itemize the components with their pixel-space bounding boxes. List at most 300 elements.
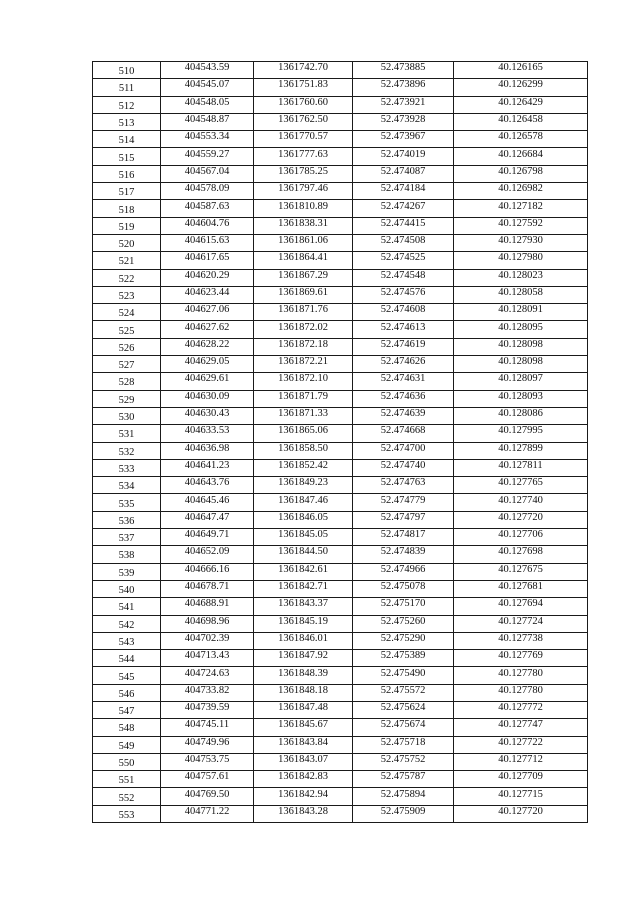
longitude-cell-text: 40.127706 xyxy=(498,529,543,541)
x-coordinate-cell xyxy=(161,459,254,476)
latitude-cell xyxy=(353,753,454,770)
longitude-cell xyxy=(454,442,588,459)
point-number-cell-text: 527 xyxy=(118,360,135,372)
longitude-cell-text: 40.127724 xyxy=(498,615,543,627)
longitude-cell xyxy=(454,701,588,718)
x-coordinate-cell xyxy=(161,252,254,269)
latitude-cell xyxy=(353,269,454,286)
latitude-cell-text: 52.475389 xyxy=(380,650,426,662)
y-coordinate-cell-text: 1361842.94 xyxy=(278,788,328,800)
longitude-cell xyxy=(454,252,588,269)
y-coordinate-cell xyxy=(254,684,353,701)
x-coordinate-cell-text: 404749.96 xyxy=(184,736,230,748)
longitude-cell-text: 40.128095 xyxy=(498,321,543,333)
y-coordinate-cell xyxy=(254,338,353,355)
y-coordinate-cell xyxy=(254,183,353,200)
x-coordinate-cell-text: 404733.82 xyxy=(184,684,230,696)
y-coordinate-cell-text: 1361785.25 xyxy=(278,165,328,177)
x-coordinate-cell xyxy=(161,753,254,770)
x-coordinate-cell-text: 404578.09 xyxy=(184,183,230,195)
longitude-cell xyxy=(454,580,588,597)
longitude-cell-text: 40.127681 xyxy=(498,581,543,593)
x-coordinate-cell-text: 404630.43 xyxy=(184,408,230,420)
point-number-cell-text: 519 xyxy=(118,221,135,233)
table-row xyxy=(93,736,588,753)
latitude-cell xyxy=(353,62,454,79)
point-number-cell-text: 525 xyxy=(118,325,135,337)
table-row xyxy=(93,269,588,286)
table-row xyxy=(93,321,588,338)
point-number-cell-text: 553 xyxy=(118,809,135,821)
point-number-cell xyxy=(93,200,161,217)
latitude-cell-text: 52.474797 xyxy=(380,511,426,523)
x-coordinate-cell xyxy=(161,390,254,407)
latitude-cell-text: 52.474668 xyxy=(380,425,426,437)
table-row xyxy=(93,373,588,390)
y-coordinate-cell-text: 1361846.01 xyxy=(278,632,328,644)
table-row xyxy=(93,183,588,200)
longitude-cell xyxy=(454,563,588,580)
longitude-cell-text: 40.128097 xyxy=(498,373,543,385)
longitude-cell-text: 40.127769 xyxy=(498,650,543,662)
table-row xyxy=(93,805,588,822)
table-row xyxy=(93,719,588,736)
point-number-cell xyxy=(93,771,161,788)
x-coordinate-cell xyxy=(161,113,254,130)
y-coordinate-cell xyxy=(254,373,353,390)
longitude-cell xyxy=(454,321,588,338)
longitude-cell-text: 40.127720 xyxy=(498,511,543,523)
point-number-cell-text: 547 xyxy=(118,706,135,718)
longitude-cell-text: 40.126684 xyxy=(498,148,543,160)
point-number-cell-text: 511 xyxy=(118,83,135,95)
longitude-cell xyxy=(454,719,588,736)
table-row xyxy=(93,165,588,182)
x-coordinate-cell-text: 404769.50 xyxy=(184,788,230,800)
x-coordinate-cell xyxy=(161,563,254,580)
x-coordinate-cell xyxy=(161,321,254,338)
latitude-cell-text: 52.475894 xyxy=(380,788,426,800)
longitude-cell-text: 40.128091 xyxy=(498,304,543,316)
x-coordinate-cell-text: 404702.39 xyxy=(184,632,230,644)
y-coordinate-cell-text: 1361797.46 xyxy=(278,183,328,195)
y-coordinate-cell-text: 1361810.89 xyxy=(278,200,328,212)
y-coordinate-cell xyxy=(254,390,353,407)
latitude-cell xyxy=(353,805,454,822)
latitude-cell xyxy=(353,200,454,217)
x-coordinate-cell xyxy=(161,736,254,753)
x-coordinate-cell xyxy=(161,684,254,701)
point-number-cell xyxy=(93,805,161,822)
longitude-cell xyxy=(454,805,588,822)
y-coordinate-cell-text: 1361848.39 xyxy=(278,667,328,679)
point-number-cell-text: 520 xyxy=(118,239,135,251)
y-coordinate-cell-text: 1361843.07 xyxy=(278,754,328,766)
point-number-cell-text: 526 xyxy=(118,342,135,354)
latitude-cell-text: 52.474184 xyxy=(380,183,426,195)
longitude-cell xyxy=(454,96,588,113)
point-number-cell xyxy=(93,667,161,684)
y-coordinate-cell-text: 1361852.42 xyxy=(278,459,328,471)
x-coordinate-cell-text: 404649.71 xyxy=(184,529,230,541)
x-coordinate-cell xyxy=(161,701,254,718)
point-number-cell-text: 548 xyxy=(118,723,135,735)
x-coordinate-cell xyxy=(161,148,254,165)
y-coordinate-cell xyxy=(254,234,353,251)
x-coordinate-cell-text: 404745.11 xyxy=(184,719,230,731)
x-coordinate-cell-text: 404567.04 xyxy=(184,165,230,177)
y-coordinate-cell-text: 1361842.61 xyxy=(278,563,328,575)
point-number-cell-text: 521 xyxy=(118,256,135,268)
longitude-cell xyxy=(454,62,588,79)
x-coordinate-cell xyxy=(161,96,254,113)
y-coordinate-cell-text: 1361847.46 xyxy=(278,494,328,506)
y-coordinate-cell xyxy=(254,96,353,113)
x-coordinate-cell-text: 404559.27 xyxy=(184,148,230,160)
y-coordinate-cell xyxy=(254,304,353,321)
y-coordinate-cell xyxy=(254,425,353,442)
latitude-cell xyxy=(353,684,454,701)
x-coordinate-cell-text: 404617.65 xyxy=(184,252,230,264)
latitude-cell xyxy=(353,650,454,667)
latitude-cell xyxy=(353,373,454,390)
longitude-cell-text: 40.127592 xyxy=(498,217,543,229)
latitude-cell xyxy=(353,113,454,130)
x-coordinate-cell-text: 404771.22 xyxy=(184,805,230,817)
point-number-cell-text: 518 xyxy=(118,204,135,216)
x-coordinate-cell xyxy=(161,442,254,459)
latitude-cell xyxy=(353,788,454,805)
x-coordinate-cell-text: 404553.34 xyxy=(184,131,230,143)
point-number-cell-text: 528 xyxy=(118,377,135,389)
point-number-cell xyxy=(93,615,161,632)
y-coordinate-cell-text: 1361871.76 xyxy=(278,304,328,316)
latitude-cell-text: 52.474267 xyxy=(380,200,426,212)
longitude-cell xyxy=(454,529,588,546)
x-coordinate-cell-text: 404753.75 xyxy=(184,754,230,766)
y-coordinate-cell-text: 1361847.92 xyxy=(278,650,328,662)
x-coordinate-cell-text: 404543.59 xyxy=(184,62,230,74)
y-coordinate-cell-text: 1361845.67 xyxy=(278,719,328,731)
point-number-cell-text: 536 xyxy=(118,515,135,527)
longitude-cell xyxy=(454,390,588,407)
x-coordinate-cell-text: 404623.44 xyxy=(184,287,230,298)
table-row xyxy=(93,356,588,373)
x-coordinate-cell-text: 404627.62 xyxy=(184,321,230,333)
point-number-cell xyxy=(93,459,161,476)
x-coordinate-cell xyxy=(161,183,254,200)
latitude-cell xyxy=(353,183,454,200)
table-row xyxy=(93,131,588,148)
point-number-cell-text: 541 xyxy=(118,602,135,614)
y-coordinate-cell xyxy=(254,113,353,130)
point-number-cell xyxy=(93,131,161,148)
table-row xyxy=(93,546,588,563)
table-row xyxy=(93,390,588,407)
table-row xyxy=(93,338,588,355)
x-coordinate-cell xyxy=(161,217,254,234)
latitude-cell xyxy=(353,459,454,476)
x-coordinate-cell-text: 404643.76 xyxy=(184,477,230,489)
longitude-cell-text: 40.128093 xyxy=(498,390,543,402)
point-number-cell xyxy=(93,788,161,805)
longitude-cell-text: 40.127995 xyxy=(498,425,543,437)
longitude-cell xyxy=(454,650,588,667)
latitude-cell xyxy=(353,286,454,303)
table-row xyxy=(93,62,588,79)
point-number-cell-text: 544 xyxy=(118,654,135,666)
latitude-cell xyxy=(353,131,454,148)
y-coordinate-cell xyxy=(254,62,353,79)
table-row xyxy=(93,96,588,113)
longitude-cell xyxy=(454,494,588,511)
y-coordinate-cell-text: 1361742.70 xyxy=(278,62,328,74)
latitude-cell xyxy=(353,390,454,407)
latitude-cell-text: 52.474639 xyxy=(380,408,426,420)
longitude-cell-text: 40.126458 xyxy=(498,114,543,126)
y-coordinate-cell xyxy=(254,511,353,528)
longitude-cell-text: 40.128023 xyxy=(498,269,543,281)
point-number-cell-text: 523 xyxy=(118,291,135,302)
x-coordinate-cell xyxy=(161,407,254,424)
longitude-cell-text: 40.126429 xyxy=(498,96,543,108)
point-number-cell xyxy=(93,62,161,79)
y-coordinate-cell-text: 1361845.05 xyxy=(278,529,328,541)
y-coordinate-cell-text: 1361867.29 xyxy=(278,269,328,281)
y-coordinate-cell xyxy=(254,598,353,615)
point-number-cell xyxy=(93,269,161,286)
longitude-cell xyxy=(454,407,588,424)
longitude-cell-text: 40.127715 xyxy=(498,788,543,800)
y-coordinate-cell xyxy=(254,771,353,788)
longitude-cell-text: 40.126578 xyxy=(498,131,543,143)
y-coordinate-cell xyxy=(254,356,353,373)
y-coordinate-cell-text: 1361849.23 xyxy=(278,477,328,489)
point-number-cell-text: 516 xyxy=(118,169,135,181)
latitude-cell xyxy=(353,442,454,459)
y-coordinate-cell xyxy=(254,477,353,494)
latitude-cell-text: 52.474608 xyxy=(380,304,426,316)
longitude-cell-text: 40.127182 xyxy=(498,200,543,212)
point-number-cell xyxy=(93,511,161,528)
x-coordinate-cell-text: 404698.96 xyxy=(184,615,230,627)
latitude-cell xyxy=(353,563,454,580)
latitude-cell-text: 52.473896 xyxy=(380,79,426,91)
latitude-cell-text: 52.474087 xyxy=(380,165,426,177)
longitude-cell-text: 40.126165 xyxy=(498,62,543,74)
y-coordinate-cell-text: 1361842.71 xyxy=(278,581,328,593)
point-number-cell-text: 534 xyxy=(118,481,135,493)
longitude-cell-text: 40.127980 xyxy=(498,252,543,264)
y-coordinate-cell-text: 1361872.10 xyxy=(278,373,328,385)
x-coordinate-cell xyxy=(161,805,254,822)
x-coordinate-cell xyxy=(161,771,254,788)
y-coordinate-cell-text: 1361842.83 xyxy=(278,771,328,783)
table-row xyxy=(93,771,588,788)
y-coordinate-cell-text: 1361861.06 xyxy=(278,235,328,247)
table-row xyxy=(93,79,588,96)
point-number-cell xyxy=(93,563,161,580)
x-coordinate-cell-text: 404641.23 xyxy=(184,459,230,471)
longitude-cell-text: 40.128098 xyxy=(498,356,543,368)
table-row xyxy=(93,148,588,165)
longitude-cell-text: 40.127698 xyxy=(498,546,543,558)
x-coordinate-cell-text: 404645.46 xyxy=(184,494,230,506)
x-coordinate-cell xyxy=(161,373,254,390)
longitude-cell xyxy=(454,269,588,286)
point-number-cell-text: 551 xyxy=(118,775,135,787)
y-coordinate-cell xyxy=(254,79,353,96)
x-coordinate-cell-text: 404628.22 xyxy=(184,338,230,350)
point-number-cell xyxy=(93,338,161,355)
point-number-cell xyxy=(93,425,161,442)
latitude-cell xyxy=(353,477,454,494)
y-coordinate-cell-text: 1361858.50 xyxy=(278,442,328,454)
longitude-cell xyxy=(454,148,588,165)
y-coordinate-cell xyxy=(254,321,353,338)
longitude-cell-text: 40.127694 xyxy=(498,598,543,610)
y-coordinate-cell-text: 1361872.18 xyxy=(278,338,328,350)
table-row xyxy=(93,650,588,667)
longitude-cell-text: 40.126798 xyxy=(498,165,543,177)
y-coordinate-cell-text: 1361844.50 xyxy=(278,546,328,558)
longitude-cell xyxy=(454,131,588,148)
table-row xyxy=(93,788,588,805)
x-coordinate-cell-text: 404652.09 xyxy=(184,546,230,558)
x-coordinate-cell xyxy=(161,511,254,528)
point-number-cell xyxy=(93,252,161,269)
latitude-cell-text: 52.474779 xyxy=(380,494,426,506)
y-coordinate-cell xyxy=(254,131,353,148)
table-row xyxy=(93,494,588,511)
x-coordinate-cell-text: 404627.06 xyxy=(184,304,230,316)
y-coordinate-cell xyxy=(254,286,353,303)
latitude-cell-text: 52.474613 xyxy=(380,321,426,333)
longitude-cell xyxy=(454,598,588,615)
latitude-cell-text: 52.474740 xyxy=(380,459,426,471)
latitude-cell xyxy=(353,701,454,718)
point-number-cell-text: 540 xyxy=(118,585,135,597)
latitude-cell-text: 52.474966 xyxy=(380,563,426,575)
x-coordinate-cell-text: 404615.63 xyxy=(184,235,230,247)
y-coordinate-cell xyxy=(254,615,353,632)
longitude-cell-text: 40.127772 xyxy=(498,702,543,714)
x-coordinate-cell xyxy=(161,338,254,355)
y-coordinate-cell-text: 1361872.21 xyxy=(278,356,328,368)
point-number-cell-text: 549 xyxy=(118,740,135,752)
x-coordinate-cell-text: 404633.53 xyxy=(184,425,230,437)
longitude-cell-text: 40.127709 xyxy=(498,771,543,783)
y-coordinate-cell xyxy=(254,736,353,753)
y-coordinate-cell xyxy=(254,217,353,234)
x-coordinate-cell xyxy=(161,788,254,805)
latitude-cell xyxy=(353,407,454,424)
y-coordinate-cell xyxy=(254,546,353,563)
x-coordinate-cell-text: 404688.91 xyxy=(184,598,230,610)
longitude-cell-text: 40.127765 xyxy=(498,477,543,489)
point-number-cell-text: 517 xyxy=(118,187,135,199)
longitude-cell xyxy=(454,667,588,684)
table-row xyxy=(93,667,588,684)
x-coordinate-cell xyxy=(161,234,254,251)
table-row xyxy=(93,234,588,251)
x-coordinate-cell-text: 404757.61 xyxy=(184,771,230,783)
latitude-cell-text: 52.473885 xyxy=(380,62,426,74)
latitude-cell xyxy=(353,234,454,251)
longitude-cell-text: 40.127811 xyxy=(498,459,543,471)
x-coordinate-cell-text: 404666.16 xyxy=(184,563,230,575)
latitude-cell-text: 52.475718 xyxy=(380,736,426,748)
latitude-cell xyxy=(353,425,454,442)
longitude-cell xyxy=(454,79,588,96)
point-number-cell-text: 513 xyxy=(118,118,135,130)
table-row xyxy=(93,113,588,130)
point-number-cell-text: 537 xyxy=(118,533,135,545)
table-row xyxy=(93,684,588,701)
point-number-cell xyxy=(93,390,161,407)
point-number-cell xyxy=(93,217,161,234)
y-coordinate-cell xyxy=(254,442,353,459)
y-coordinate-cell xyxy=(254,753,353,770)
x-coordinate-cell-text: 404630.09 xyxy=(184,390,230,402)
point-number-cell-text: 524 xyxy=(118,308,135,320)
latitude-cell-text: 52.474626 xyxy=(380,356,426,368)
x-coordinate-cell xyxy=(161,131,254,148)
longitude-cell xyxy=(454,286,588,303)
point-number-cell xyxy=(93,598,161,615)
latitude-cell-text: 52.474019 xyxy=(380,148,426,160)
longitude-cell xyxy=(454,338,588,355)
x-coordinate-cell xyxy=(161,286,254,303)
latitude-cell-text: 52.474508 xyxy=(380,235,426,247)
point-number-cell-text: 531 xyxy=(118,429,135,441)
longitude-cell xyxy=(454,113,588,130)
table-row xyxy=(93,425,588,442)
x-coordinate-cell xyxy=(161,269,254,286)
y-coordinate-cell-text: 1361871.79 xyxy=(278,390,328,402)
point-number-cell xyxy=(93,113,161,130)
y-coordinate-cell-text: 1361864.41 xyxy=(278,252,328,264)
y-coordinate-cell-text: 1361760.60 xyxy=(278,96,328,108)
y-coordinate-cell xyxy=(254,529,353,546)
x-coordinate-cell xyxy=(161,632,254,649)
latitude-cell-text: 52.475260 xyxy=(380,615,426,627)
point-number-cell-text: 532 xyxy=(118,446,135,458)
longitude-cell-text: 40.128086 xyxy=(498,408,543,420)
y-coordinate-cell xyxy=(254,165,353,182)
y-coordinate-cell xyxy=(254,563,353,580)
longitude-cell xyxy=(454,425,588,442)
y-coordinate-cell-text: 1361847.48 xyxy=(278,702,328,714)
point-number-cell xyxy=(93,356,161,373)
longitude-cell-text: 40.127747 xyxy=(498,719,543,731)
point-number-cell xyxy=(93,96,161,113)
latitude-cell-text: 52.475674 xyxy=(380,719,426,731)
x-coordinate-cell-text: 404678.71 xyxy=(184,581,230,593)
x-coordinate-cell xyxy=(161,200,254,217)
point-number-cell xyxy=(93,684,161,701)
y-coordinate-cell xyxy=(254,667,353,684)
latitude-cell-text: 52.475572 xyxy=(380,684,426,696)
point-number-cell-text: 538 xyxy=(118,550,135,562)
x-coordinate-cell xyxy=(161,494,254,511)
latitude-cell-text: 52.474548 xyxy=(380,269,426,281)
latitude-cell-text: 52.475290 xyxy=(380,632,426,644)
longitude-cell xyxy=(454,356,588,373)
y-coordinate-cell xyxy=(254,788,353,805)
latitude-cell-text: 52.474631 xyxy=(380,373,426,385)
latitude-cell xyxy=(353,96,454,113)
